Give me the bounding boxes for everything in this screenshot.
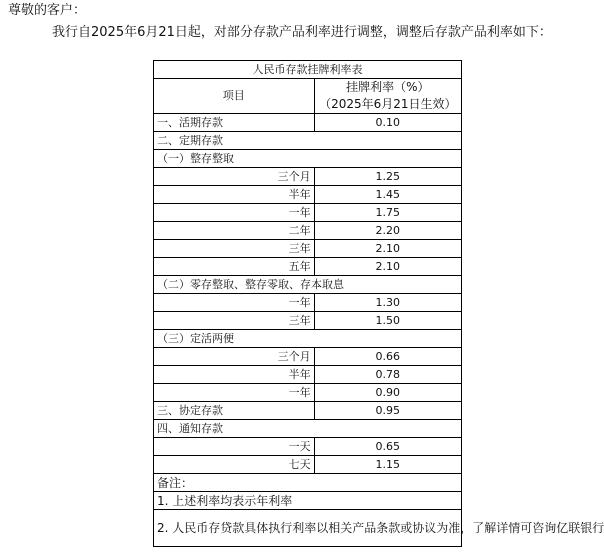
note-2: 2. 人民币存贷款具体执行利率以相关产品条款或协议为准，了解详情可咨询亿联银行 <box>154 510 462 547</box>
rate-value: 1.30 <box>314 294 461 312</box>
term-label: 三、协定存款 <box>154 402 315 420</box>
term-label: 半年 <box>154 366 315 384</box>
rate-value: 2.10 <box>314 240 461 258</box>
table-row <box>154 168 462 186</box>
section-label: （一）整存整取 <box>154 150 462 168</box>
table-row <box>154 384 462 402</box>
header-rate-line2: （2025年6月21日生效） <box>319 97 457 111</box>
table-row <box>154 438 462 456</box>
table-row <box>154 132 462 150</box>
table-row <box>154 240 462 258</box>
rate-value: 0.65 <box>314 438 461 456</box>
table-row <box>154 222 462 240</box>
table-row <box>154 150 462 168</box>
table-row <box>154 294 462 312</box>
term-label: 三个月 <box>154 348 315 366</box>
term-label: 二年 <box>154 222 315 240</box>
rate-value: 2.20 <box>314 222 461 240</box>
rate-value: 0.95 <box>314 402 461 420</box>
term-label: 一年 <box>154 204 315 222</box>
table-row <box>154 420 462 438</box>
term-label: 一年 <box>154 294 315 312</box>
section-label: （三）定活两便 <box>154 330 462 348</box>
section-label: 四、通知存款 <box>154 420 462 438</box>
rate-value: 2.10 <box>314 258 461 276</box>
rate-value: 0.66 <box>314 348 461 366</box>
header-rate-line1: 挂牌利率（%） <box>346 80 430 94</box>
term-label: 三个月 <box>154 168 315 186</box>
term-label: 一、活期存款 <box>154 114 315 132</box>
term-label: 五年 <box>154 258 315 276</box>
header-item: 项目 <box>154 79 315 114</box>
table-row <box>154 402 462 420</box>
term-label: 三年 <box>154 240 315 258</box>
table-row <box>154 312 462 330</box>
term-label: 一年 <box>154 384 315 402</box>
rate-value: 0.10 <box>314 114 461 132</box>
rate-table <box>153 60 604 547</box>
rate-value: 1.50 <box>314 312 461 330</box>
table-row <box>154 366 462 384</box>
rate-value: 0.90 <box>314 384 461 402</box>
rate-value: 1.15 <box>314 456 461 474</box>
section-label: 二、定期存款 <box>154 132 462 150</box>
term-label: 三年 <box>154 312 315 330</box>
table-row <box>154 186 462 204</box>
notes-row <box>154 474 462 492</box>
rate-value: 0.78 <box>314 366 461 384</box>
term-label: 七天 <box>154 456 315 474</box>
intro-text: 我行自2025年6月21日起，对部分存款产品利率进行调整，调整后存款产品利率如下： <box>52 25 552 40</box>
term-label: 半年 <box>154 186 315 204</box>
table-row <box>154 258 462 276</box>
table-row <box>154 204 462 222</box>
header-rate <box>314 79 461 114</box>
greeting-text: 尊敬的客户： <box>8 3 87 18</box>
notes-row <box>154 510 462 547</box>
term-label: 一天 <box>154 438 315 456</box>
table-row <box>154 456 462 474</box>
notes-title: 备注： <box>154 474 462 492</box>
note-1: 1. 上述利率均表示年利率 <box>154 492 462 510</box>
rate-value: 1.75 <box>314 204 461 222</box>
table-row <box>154 276 462 294</box>
rate-value: 1.45 <box>314 186 461 204</box>
rate-value: 1.25 <box>314 168 461 186</box>
notes-row <box>154 492 462 510</box>
table-row <box>154 330 462 348</box>
section-label: （二）零存整取、整存零取、存本取息 <box>154 276 462 294</box>
table-row <box>154 348 462 366</box>
table-title: 人民币存款挂牌利率表 <box>154 61 462 79</box>
table-row <box>154 114 462 132</box>
